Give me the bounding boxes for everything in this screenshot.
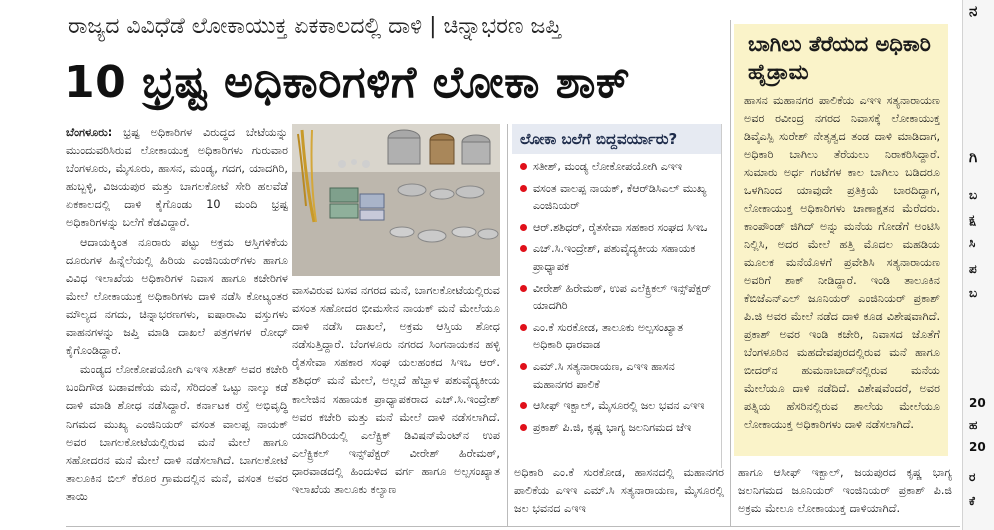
side-story-body: ಹಾಸನ ಮಹಾನಗರ ಪಾಲಿಕೆಯ ಎಇಇ ಸತ್ಯನಾರಾಯಣ ಅವರ ರವೀಂದ್ರ ನಗರದ ನಿವಾಸಕ್ಕೆ ಲೋಕಾಯುಕ್ತ ಡಿವೈಎಸ್ಪಿ ಸುರೇಶ್ ನೇತೃತ್ವದ ತಂಡ ದಾಳಿ ಮಾಡಿದಾಗ, ಅಧಿಕಾರಿ ಬಾಗಿಲು ತೆರೆಯಲು ನಿರಾಕರಿಸಿದ್ದಾರೆ. ಸುಮಾರು ಅರ್ಧ ಗಂಟೆಗಳ ಕಾಲ ಬಾಗಿಲು ಬಡಿದರೂ ಒಳಗಿನಿಂದ ಯಾವುದೇ ಪ್ರತಿಕ್ರಿಯೆ ಬಾರದಿದ್ದಾಗ, ಲೋಕಾಯುಕ್ತ ಅಧಿಕಾರಿಗಳು ಚಾಣಾಕ್ಷತನ ಮೆರೆದರು. ಕಾಂಪೌಂಡ್ ಜಿಗಿದ್ ಅನ್ನು ಮನೆಯ ಗೋಡೆಗೆ ಅಂಟಿಸಿ ನಿಲ್ಲಿಸಿ, ಅದರ ಮೇಲೆ ಹತ್ತಿ ಮೊದಲ ಮಹಡಿಯ ಮೂಲಕ ಮನೆಯೊಳಗೆ ಪ್ರವೇಶಿಸಿ ಸತ್ಯನಾರಾಯಣ ಅವರಿಗೆ ಶಾಕ್ ನೀಡಿದ್ದಾರೆ. ಇಂಡಿ ತಾಲೂಕಿನ ಕೆಬಿಜೆಎನ್‌ಎಲ್ ಜೂನಿಯರ್ ಎಂಜಿನಿಯರ್ ಪ್ರಕಾಶ್ ಪಿ.ಜಿ ಅವರ ಮೇಲೆ ನಡೆದ ದಾಳಿ ಕೂಡ ವಿಶೇಷವಾಗಿದೆ. ಪ್ರಕಾಶ್ ಅವರ ಇಂಡಿ ಕಚೇರಿ, ನಿವಾಸದ ಜೊತೆಗೆ ಬೆಂಗಳೂರಿನ ಮಹದೇವಪುರದಲ್ಲಿರುವ ಮನೆ ಹಾಗೂ ಬೀದರ್‌ನ ಹುಮನಾಬಾದ್‌ನಲ್ಲಿರುವ ಮನೆಯ ಮೇಲೆಯೂ ದಾಳಿ ನಡೆದಿದೆ. ವಿಶೇಷವೆಂದರೆ, ಅವರ ಪತ್ನಿಯ ಹೆಸರಿನಲ್ಲಿರುವ ಶಾಲೆಯ ಮೇಲೆಯೂ ಲೋಕಾಯುಕ್ತ ಅಧಿಕಾರಿಗಳು ದಾಳಿ ನಡೆಸಲಾಗಿದೆ. (744, 94, 940, 431)
bullet-icon (520, 285, 527, 292)
kicker: ರಾಜ್ಯದ ವಿವಿಧೆಡೆ ಲೋಕಾಯುಕ್ತ ಏಕಕಾಲದಲ್ಲಿ ದಾಳಿ | ಚಿನ್ನಾಭರಣ ಜಪ್ತಿ (68, 14, 562, 39)
article-column-1 (66, 124, 288, 524)
list-item: ಪ್ರಕಾಶ್ ಪಿ.ಜಿ, ಕೃಷ್ಣ ಭಾಗ್ಯ ಜಲನಿಗಮದ ಜೆಇ (520, 419, 715, 437)
list-item: ಆಸೀಫ್ ಇಕ್ಬಾಲ್, ಮೈಸೂರಲ್ಲಿ ಜಲ ಭವನ ಎಇಇ (520, 397, 715, 415)
list-item: ವಸಂತ ವಾಲಪ್ಪ ನಾಯಕ್, ಕೆಆರ್‌ಡಿಸಿಎಲ್ ಮುಖ್ಯ ಎಂಜಿನಿಯರ್ (520, 180, 715, 215)
paragraph: ಭ್ರಷ್ಟ ಅಧಿಕಾರಿಗಳ ವಿರುದ್ಧದ ಬೇಟೆಯನ್ನು ಮುಂದುವರಿಸಿರುವ ಲೋಕಾಯುಕ್ತ ಅಧಿಕಾರಿಗಳು ಗುರುವಾರ ಬೆಂಗಳೂರು, ಮೈಸೂರು, ಹಾಸನ, ಮಂಡ್ಯ, ಗದಗ, ಯಾದಗಿರಿ, ಹುಬ್ಬಳ್ಳಿ, ವಿಜಯಪುರ ಮತ್ತು ಬಾಗಲಕೋಟೆ ಸೇರಿ ಹಲವೆಡೆ ಏಕಕಾಲದಲ್ಲಿ ದಾಳಿ ಕೈಗೊಂಡು 10 ಮಂದಿ ಭ್ರಷ್ಟ ಅಧಿಕಾರಿಗಳನ್ನು ಬಲೆಗೆ ಕೆಡವಿದ್ದಾರೆ. (66, 126, 288, 230)
arrested-officials-box (512, 124, 722, 468)
edge-fragment: ಬ (969, 188, 978, 202)
edge-fragment: ಸಿ (969, 236, 976, 250)
list-item: ಎಂ.ಕೆ ಸುರಕೋಡ, ತಾಲೂಕು ಅಲ್ಪಸಂಖ್ಯಾತ ಅಧಿಕಾರಿ ಧಾರವಾಡ (520, 319, 715, 354)
bullet-icon (520, 245, 527, 252)
column-divider (730, 20, 731, 526)
paragraph: ಆದಾಯಕ್ಕಿಂತ ನೂರಾರು ಪಟ್ಟು ಅಕ್ರಮ ಆಸ್ತಿಗಳಿಕೆಯ ದೂರುಗಳ ಹಿನ್ನೆಲೆಯಲ್ಲಿ ಹಿರಿಯ ಎಂಜಿನಿಯರ್‌ಗಳು ಹಾಗೂ ವಿವಿಧ ಇಲಾಖೆಯ ಅಧಿಕಾರಿಗಳ ನಿವಾಸ ಹಾಗೂ ಕಚೇರಿಗಳ ಮೇಲೆ ಲೋಕಾಯುಕ್ತ ಅಧಿಕಾರಿಗಳು ದಾಳಿ ನಡೆಸಿ ಕೋಟ್ಯಂತರ ಮೌಲ್ಯದ ನಗದು, ಚಿನ್ನಾಭರಣಗಳು, ಐಷಾರಾಮಿ ವಸ್ತುಗಳು ವಾಹನಗಳನ್ನು ಜಪ್ತಿ ಮಾಡಿ ದಾಖಲೆ ಪತ್ರಗಳಗಳ ರೋಧ್ ಕೈಗೊಂಡಿದ್ದಾರೆ. (66, 235, 288, 358)
bullet-icon (520, 324, 527, 331)
bullet-icon (520, 363, 527, 370)
bullet-icon (520, 424, 527, 431)
edge-fragment: ನ (969, 2, 978, 20)
edge-fragment: ಕೆ (969, 494, 975, 508)
article-column-3 (514, 464, 724, 524)
list-item: ವೀರೇಶ್ ಹಿರೇಮಠ್, ಉಪ ಎಲೆಕ್ಟ್ರಿಕಲ್ ಇನ್ಸ್‌ಪೆಕ್ಟರ್ ಯಾದಗಿರಿ (520, 280, 715, 315)
edge-fragment: ಹ (969, 418, 978, 432)
column-divider (507, 124, 508, 526)
seized-items-photo (292, 124, 500, 276)
paragraph: ವಾಸವಿರುವ ಬಸವ ನಗರದ ಮನೆ, ಬಾಗಲಕೋಟೆಯಲ್ಲಿರುವ ವಸಂತ ಸಹೋದರ ಭೀಮಸೇನ ನಾಯಕ್ ಮನೆ ಮೇಲೆಯೂ ದಾಳಿ ನಡೆಸಿ ದಾಖಲೆ, ಅಕ್ರಮ ಆಸ್ತಿಯ ಶೋಧ ನಡೆಸುತ್ತಿದ್ದಾರೆ. ಬೆಂಗಳೂರು ನಗರದ ಸಿಂಗನಾಯಕನ ಹಳ್ಳಿ ರೈತಸೇವಾ ಸಹಕಾರ ಸಂಘ ಯಲಹಂಕದ ಸಿಇಒ ಆರ್. ಶಶಿಧರ್ ಮನೆ ಮೇಲೆ, ಅಲ್ಲದೆ ಹೆಬ್ಬಾಳ ಪಶುವೈದ್ಯಕೀಯ ಕಾಲೇಜಿನ ಸಹಾಯಕ ಪ್ರಾಧ್ಯಾಪಕರಾದ ಎಚ್.ಸಿ.ಇಂದ್ರೇಶ್ ಅವರ ಕಚೇರಿ ಮತ್ತು ಮನೆ ಮೇಲೆ ದಾಳಿ ನಡೆಸಲಾಗಿದೆ. ಯಾದಗಿರಿಯಲ್ಲಿ ಎಲೆಕ್ಟ್ರಿಕ್ ಡಿವಿಷನ್‌ಮೆಂಟ್‌ನ ಉಪ ಎಲೆಕ್ಟ್ರಿಕಲ್ ಇನ್ಸ್‌ಪೆಕ್ಟರ್ ವೀರೇಶ್ ಹಿರೇಮಠ್, ಧಾರವಾಡದಲ್ಲಿ ಹಿಂದುಳಿದ ವರ್ಗ ಹಾಗೂ ಅಲ್ಪಸಂಖ್ಯಾತ ಇಲಾಖೆಯ ತಾಲೂಕು ಕಲ್ಯಾಣ (292, 284, 500, 497)
edge-fragment: ಕ್ಷ (969, 212, 976, 226)
edge-fragment: ಪ (969, 262, 977, 276)
bottom-rule (66, 526, 960, 527)
bullet-icon (520, 163, 527, 170)
edge-fragment: 20 (969, 396, 986, 410)
paragraph: ಅಧಿಕಾರಿ ಎಂ.ಕೆ ಸುರಕೋಡ, ಹಾಸನದಲ್ಲಿ ಮಹಾನಗರ ಪಾಲಿಕೆಯ ಎಇಇ ಎಮ್.ಸಿ ಸತ್ಯನಾರಾಯಣ, ಮೈಸೂರಲ್ಲಿ ಜಲ ಭವನದ ಎಇಇ (514, 466, 724, 516)
paragraph: ಮಂಡ್ಯದ ಲೋಕೋಪಯೋಗಿ ಎಇಇ ಸತೀಶ್ ಅವರ ಕಚೇರಿ ಬಂದಿಗೌಡ ಬಡಾವಣೆಯ ಮನೆ, ಸೆರಿದಂತೆ ಒಟ್ಟು ನಾಲ್ಕು ಕಡೆ ದಾಳಿ ಮಾಡಿ ಶೋಧ ನಡೆಸಿದ್ದಾರೆ. ಕರ್ನಾಟಕ ರಸ್ತೆ ಅಭಿವೃದ್ಧಿ ನಿಗಮದ ಮುಖ್ಯ ಎಂಜಿನಿಯರ್ ವಸಂತ ವಾಲಪ್ಪ ನಾಯಕ್ ಅವರ ಬಾಗಲಕೋಟೆಯಲ್ಲಿರುವ ಮನೆ ಮೇಲೆ ಹಾಗೂ ಸಹೋದರನ ಮನೆ ಮೇಲೆ ದಾಳಿ ನಡೆಸಲಾಗಿದೆ. ಬಾಗಲಕೋಟೆ ತಾಲೂಕಿನ ಬಿಲ್ ಕೆರೂರ ಗ್ರಾಮದಲ್ಲಿನ ಮನೆ, ವಸಂತ ಅವರ ತಾಯಿ (66, 363, 288, 503)
box-title: ಲೋಕಾ ಬಲೆಗೆ ಬಿದ್ದವರ್ಯಾರು? (512, 124, 721, 154)
edge-fragment: ಗಿ (969, 148, 978, 166)
list-item: ಆರ್.ಶಶಿಧರ್, ರೈತಸೇವಾ ಸಹಕಾರ ಸಂಘದ ಸಿಇಒ (520, 219, 715, 237)
side-story-box (734, 24, 948, 456)
bullet-icon (520, 224, 527, 231)
paragraph: ಹಾಗೂ ಆಸೀಫ್ ಇಕ್ಬಾಲ್, ಜಯಪುರದ ಕೃಷ್ಣ ಭಾಗ್ಯ ಜಲನಿಗಮದ ಜೂನಿಯರ್ ಇಂಜಿನಿಯರ್ ಪ್ರಕಾಶ್ ಪಿ.ಜಿ ಅಕ್ರಮ ಮೇಲೂ ಲೋಕಾಯುಕ್ತ ದಾಳಿಯಾಗಿದೆ. (738, 466, 952, 516)
list-item: ಎಮ್.ಸಿ ಸತ್ಯನಾರಾಯಣ, ಎಇಇ ಹಾಸನ ಮಹಾನಗರ ಪಾಲಿಕೆ (520, 358, 715, 393)
bullet-icon (520, 185, 527, 192)
dateline: ಬೆಂಗಳೂರು: (66, 126, 113, 139)
edge-fragment: ರ (969, 470, 976, 484)
adjacent-page-edge (962, 0, 994, 530)
side-story-title: ಬಾಗಿಲು ತೆರೆಯದ ಅಧಿಕಾರಿ ಹೈಡ್ರಾಮ (748, 32, 931, 84)
list-item: ಸತೀಶ್, ಮಂಡ್ಯ ಲೋಕೋಪಯೋಗಿ ಎಇಇ (520, 158, 715, 176)
headline: 10 ಭ್ರಷ್ಟ ಅಧಿಕಾರಿಗಳಿಗೆ ಲೋಕಾ ಶಾಕ್ (64, 57, 631, 108)
edge-fragment: 20 (969, 440, 986, 454)
article-column-4 (738, 464, 952, 524)
article-column-2 (292, 282, 500, 524)
list-item: ಎಚ್.ಸಿ.ಇಂದ್ರೇಶ್, ಪಶುವೈದ್ಯಕೀಯ ಸಹಾಯಕ ಪ್ರಾಧ್ಯಾಪಕ (520, 240, 715, 275)
edge-fragment: ಬ (969, 286, 978, 300)
bullet-icon (520, 402, 527, 409)
